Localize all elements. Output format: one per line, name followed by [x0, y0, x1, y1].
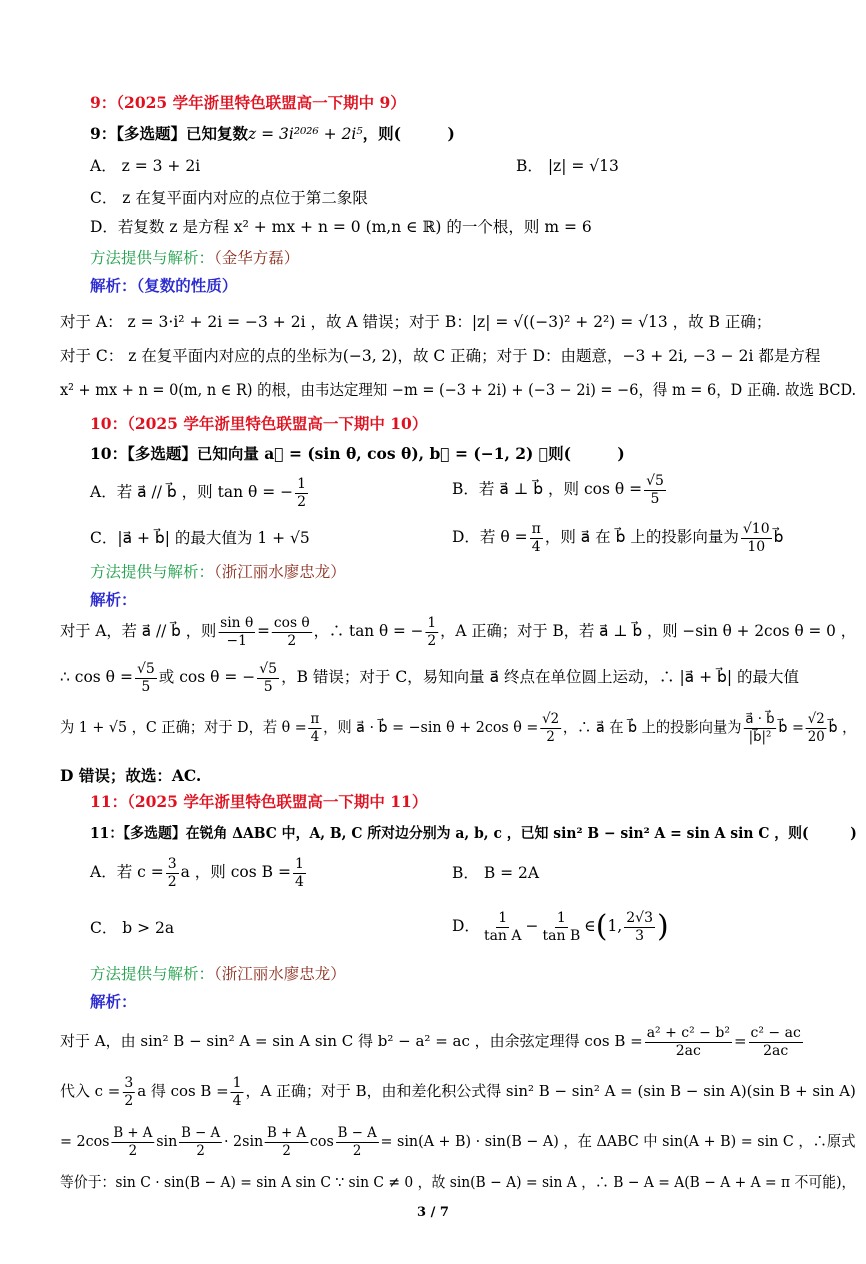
q11-option-a [90, 851, 308, 893]
text: A．若 c = [90, 863, 164, 881]
numerator: 3 [167, 855, 177, 872]
q11-source: 11：（2025 学年浙里特色联盟高一下期中 11） [90, 792, 428, 811]
q11-option-d [452, 903, 669, 950]
text: = [257, 622, 270, 640]
text: 1, [607, 917, 623, 935]
denominator: 4 [531, 538, 541, 555]
right-paren: ) [656, 909, 669, 944]
q11-solution-line-2 [60, 1070, 856, 1112]
fraction [272, 615, 312, 650]
numerator: 3 [124, 1074, 134, 1091]
numerator: √5 [259, 660, 278, 677]
q9-option-c: C． z 在复平面内对应的点位于第二象限 [90, 189, 368, 207]
q10-option-c: C．|a⃗ + b⃗| 的最大值为 1 + √5 [90, 529, 310, 547]
denominator: 2 [167, 873, 177, 890]
text: sin [156, 1132, 178, 1150]
numerator: π [310, 710, 320, 727]
q10-method-label: 方法提供与解析： [90, 563, 215, 581]
text: b⃗ ， [828, 718, 857, 736]
q10-analysis-label: 解析： [90, 590, 137, 609]
denominator: 5 [263, 678, 273, 695]
text: · 2sin [223, 1132, 264, 1150]
q9-option-b: B． |z| = √13 [516, 157, 619, 175]
numerator: c² − ac [750, 1024, 801, 1041]
q10-option-d-post: b⃗ [773, 528, 784, 546]
q10-option-b [452, 468, 668, 510]
denominator: 2 [352, 1142, 362, 1159]
denominator: 5 [141, 678, 151, 695]
q9-stem-pre: 9：【多选题】已知复数 [90, 124, 249, 143]
denominator: 2 [196, 1142, 205, 1159]
denominator: 5 [650, 490, 660, 507]
text: a 得 cos B = [137, 1082, 229, 1100]
numerator: 1 [427, 614, 437, 631]
numerator: cos θ [273, 614, 310, 631]
q9-option-d: D．若复数 z 是方程 x² + mx + n = 0 (m,n ∈ ℝ) 的一个根，则 m = 6 [90, 218, 592, 236]
text: ，则 a⃗ · b⃗ = −sin θ + 2cos θ = [323, 718, 539, 736]
text: ，A 正确；对于 B，由和差化积公式得 sin² B − sin² A = (sin B − sin A)(sin B + sin A) [245, 1082, 856, 1100]
text: a ，则 cos B = [180, 863, 291, 881]
fraction [135, 661, 157, 696]
denominator: 4 [232, 1092, 242, 1109]
q9-solution-line-3: x² + mx + n = 0(m, n ∈ R) 的根，由韦达定理知 −m = (−3 + 2i) + (−3 − 2i) = −6，得 m = 6，D 正确. 故选 BCD. [60, 381, 857, 399]
q11-solution-line-1 [60, 1020, 805, 1062]
numerator: B + A [113, 1124, 153, 1141]
q10-solution-line-2 [60, 656, 799, 698]
denominator: tan B [542, 927, 581, 944]
q11-option-b: B． B = 2A [452, 864, 540, 882]
q10-solution-line-4: D 错误；故选：AC. [60, 766, 202, 785]
q9-analysis-label: 解析： [90, 276, 137, 295]
text: ∈ [584, 917, 596, 935]
denominator: 10 [747, 538, 766, 555]
denominator: −1 [226, 632, 247, 649]
fraction [540, 711, 561, 746]
q11-stem: 11：【多选题】在锐角 ΔABC 中，A, B, C 所对边分别为 a, b, c ，已知 sin² B − sin² A = sin A sin C ，则( ) [90, 825, 857, 842]
fraction [293, 856, 306, 891]
q10-option-a [90, 471, 310, 513]
text: D． [452, 917, 480, 935]
text: = sin(A + B) · sin(B − A) ，在 ΔABC 中 sin(A + B) = sin C ，∴原式 [380, 1132, 856, 1150]
numerator: π [531, 520, 541, 537]
q11-solution-line-4: 等价于：sin C · sin(B − A) = sin A sin C ∵ sin C ≠ 0 ，故 sin(B − A) = sin A ，∴ B − A = A(B − A + A = π 不可能)， [60, 1173, 856, 1191]
denominator: 2 [546, 728, 555, 745]
numerator: B − A [337, 1124, 377, 1141]
text: 代入 c = [60, 1082, 121, 1100]
text: − [525, 917, 539, 935]
numerator: √2 [807, 710, 825, 727]
q10-author: （浙江丽水廖忠龙） [214, 563, 346, 581]
page-number: 3 / 7 [417, 1205, 449, 1220]
q11-method-label: 方法提供与解析： [90, 965, 215, 983]
q10-stem: 10：【多选题】已知向量 a⃗ = (sin θ, cos θ), b⃗ = (−1, 2) ，则( ) [90, 444, 625, 463]
q9-solution-line-2: 对于 C： z 在复平面内对应的点的坐标为(−3, 2)，故 C 正确；对于 D：由题意，−3 + 2i, −3 − 2i 都是方程 [60, 347, 821, 365]
numerator: 1 [297, 475, 307, 492]
fraction [749, 1025, 803, 1060]
numerator: √2 [542, 710, 560, 727]
numerator: √5 [646, 472, 664, 489]
fraction [482, 910, 524, 945]
fraction [265, 1125, 308, 1160]
fraction [111, 1125, 154, 1160]
q11-analysis-label: 解析： [90, 992, 137, 1011]
fraction [624, 910, 655, 945]
fraction [645, 1025, 732, 1060]
q10-option-d-mid: ，则 a⃗ 在 b⃗ 上的投影向量为 [544, 528, 739, 546]
text: 为 1 + √5 ，C 正确；对于 D，若 θ = [60, 718, 307, 736]
numerator: √10 [742, 520, 770, 537]
q9-stem [90, 124, 455, 144]
fraction [425, 615, 438, 650]
text: ∴ cos θ = [60, 668, 133, 686]
q11-method [90, 964, 346, 984]
text: 对于 A，若 a⃗ // b⃗ ，则 [60, 622, 217, 640]
denominator: 2ac [763, 1042, 789, 1059]
denominator: 20 [807, 728, 825, 745]
denominator: 4 [294, 873, 304, 890]
text: ，∴ tan θ = − [313, 622, 424, 640]
fraction [166, 856, 179, 891]
q9-stem-formula: z = 3i²⁰²⁶ + 2i⁵ [248, 125, 363, 143]
q9-author: （金华方磊） [214, 249, 300, 267]
denominator: 2 [287, 632, 297, 649]
numerator: 2√3 [626, 909, 653, 926]
q9-solution-line-1: 对于 A： z = 3·i² + 2i = −3 + 2i ，故 A 错误；对于 B：|z| = √((−3)² + 2²) = √13 ，故 B 正确； [60, 313, 772, 331]
q11-author: （浙江丽水廖忠龙） [214, 965, 346, 983]
fraction [644, 473, 666, 508]
q10-source: 10：（2025 学年浙里特色联盟高一下期中 10） [90, 414, 428, 433]
text: ，B 错误；对于 C，易知向量 a⃗ 终点在单位圆上运动，∴ |a⃗ + b⃗| 的最大值 [281, 668, 800, 686]
text: ，A 正确；对于 B，若 a⃗ ⊥ b⃗ ，则 −sin θ + 2cos θ = 0 ， [440, 622, 856, 640]
q9-method-label: 方法提供与解析： [90, 249, 215, 267]
text: 或 cos θ = − [158, 668, 256, 686]
fraction [541, 910, 583, 945]
text: 对于 A，由 sin² B − sin² A = sin A sin C 得 b² − a² = ac ，由余弦定理得 cos B = [60, 1032, 643, 1050]
fraction [231, 1075, 244, 1110]
fraction [179, 1125, 222, 1160]
text: ，∴ a⃗ 在 b⃗ 上的投影向量为 [562, 718, 742, 736]
fraction [218, 615, 255, 650]
q9-method [90, 248, 299, 268]
denominator: 2 [124, 1092, 134, 1109]
q10-option-d [452, 516, 783, 558]
q10-method [90, 562, 346, 582]
denominator: tan A [483, 927, 522, 944]
denominator: 2 [128, 1142, 138, 1159]
text: = [733, 1032, 747, 1050]
numerator: 1 [294, 855, 304, 872]
denominator: 3 [635, 927, 645, 944]
text: = 2cos [60, 1132, 110, 1150]
denominator: 2 [427, 632, 437, 649]
q10-solution-line-3 [60, 704, 856, 750]
fraction [530, 521, 543, 556]
numerator: a⃗ · b⃗ [745, 710, 775, 727]
denominator: |b⃗|² [748, 728, 772, 745]
fraction [257, 661, 279, 696]
q10-option-a-pre: A．若 a⃗ // b⃗ ，则 tan θ = − [90, 483, 294, 501]
numerator: 1 [232, 1074, 242, 1091]
numerator: B − A [181, 1124, 221, 1141]
q11-option-c: C． b > 2a [90, 919, 175, 937]
q10-option-b-pre: B．若 a⃗ ⊥ b⃗ ，则 cos θ = [452, 480, 643, 498]
denominator: 2 [282, 1142, 291, 1159]
fraction [806, 711, 827, 746]
numerator: 1 [556, 909, 566, 926]
denominator: 2ac [675, 1042, 701, 1059]
q10-option-d-pre: D．若 θ = [452, 528, 528, 546]
numerator: sin θ [220, 614, 254, 631]
q9-analysis-topic: （复数的性质） [136, 276, 238, 295]
denominator: 2 [297, 493, 307, 510]
q9-analysis-head [90, 276, 237, 296]
fraction [309, 711, 322, 746]
text: b⃗ = [778, 718, 804, 736]
fraction [741, 521, 772, 556]
fraction [122, 1075, 135, 1110]
q9-source: 9：（2025 学年浙里特色联盟高一下期中 9） [90, 93, 406, 112]
numerator: √5 [136, 660, 155, 677]
numerator: B + A [267, 1124, 307, 1141]
fraction [295, 476, 308, 511]
text: cos [309, 1132, 334, 1150]
left-paren: ( [595, 909, 608, 944]
numerator: a² + c² − b² [646, 1024, 730, 1041]
q11-solution-line-3 [60, 1120, 855, 1162]
q9-option-a: A． z = 3 + 2i [90, 157, 201, 175]
q9-stem-post: ，则( ) [362, 124, 455, 143]
fraction [336, 1125, 379, 1160]
fraction [743, 711, 776, 746]
numerator: 1 [498, 909, 508, 926]
q10-solution-line-1 [60, 610, 856, 652]
denominator: 4 [310, 728, 320, 745]
